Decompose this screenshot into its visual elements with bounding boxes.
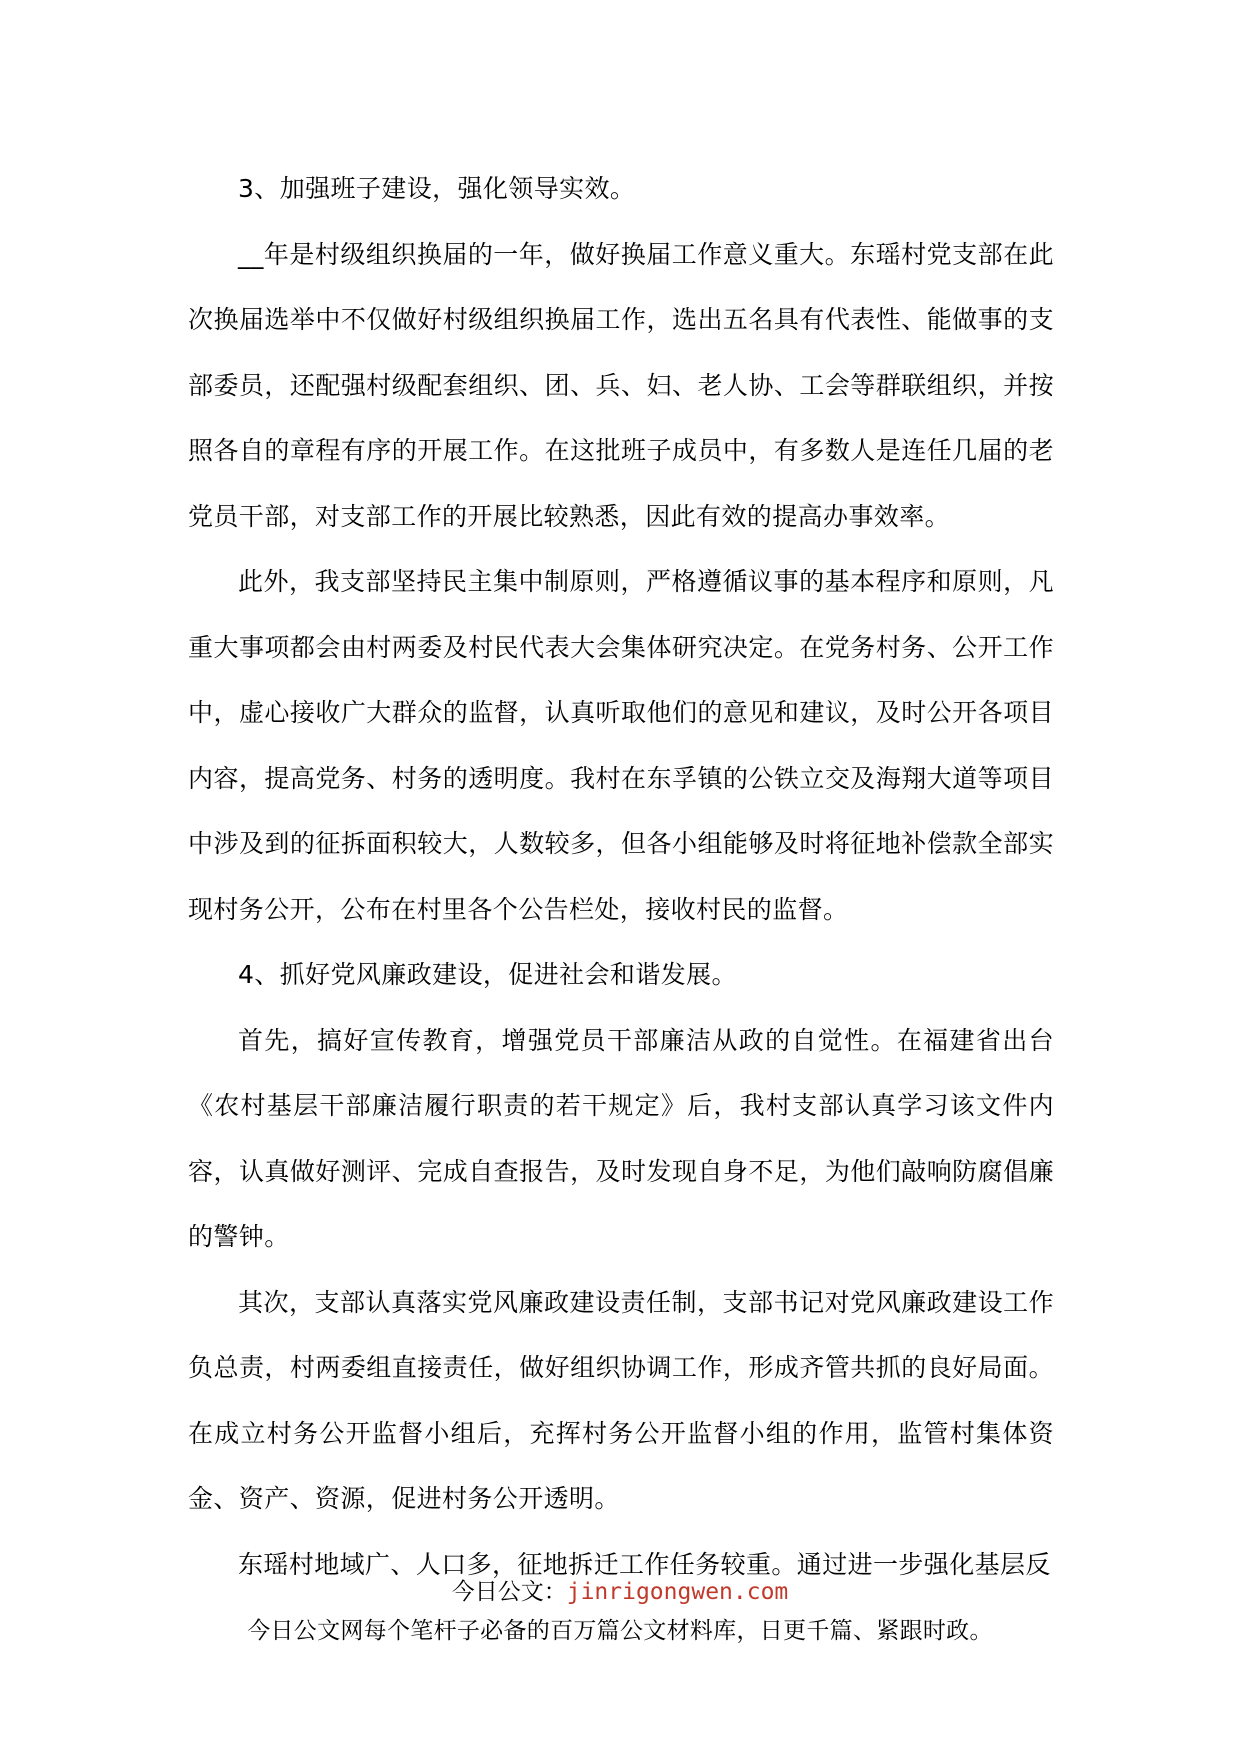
footer-url-link[interactable]: jinrigongwen.com bbox=[566, 1579, 789, 1605]
paragraph-democracy: 此外，我支部坚持民主集中制原则，严格遵循议事的基本程序和原则，凡重大事项都会由村两委及村民代表大会集体研究决定。在党务村务、公开工作中，虚心接收广大群众的监督，认真听取他们的意见和建议，及时公开各项目内容，提高党务、村务的透明度。我村在东孚镇的公铁立交及海翔大道等项目中涉及到的征拆面积较大，人数较多，但各小组能够及时将征地补偿款全部实现村务公开，公布在村里各个公告栏处，接收村民的监督。 bbox=[188, 567, 1054, 924]
paragraph-responsibility: 其次，支部认真落实党风廉政建设责任制，支部书记对党风廉政建设工作负总责，村两委组直接责任，做好组织协调工作，形成齐管共抓的良好局面。在成立村务公开监督小组后，充挥村务公开监督小组的作用，监管村集体资金、资产、资源，促进村务公开透明。 bbox=[188, 1287, 1054, 1513]
paragraph-land: 东瑶村地域广、人口多，征地拆迁工作任务较重。通过进一步强化基层反 bbox=[238, 1549, 1051, 1579]
document-body bbox=[188, 156, 1054, 1597]
paragraph-election: __年是村级组织换届的一年，做好换届工作意义重大。东瑶村党支部在此次换届选举中不仅做好村级组织换届工作，选出五名具有代表性、能做事的支部委员，还配强村级配套组织、团、兵、妇、老人协、工会等群联组织，并按照各自的章程有序的开展工作。在这批班子成员中，有多数人是连任几届的老党员干部，对支部工作的开展比较熟悉，因此有效的提高办事效率。 bbox=[188, 239, 1054, 531]
footer-label: 今日公文： bbox=[451, 1579, 567, 1605]
paragraph-education: 首先，搞好宣传教育，增强党员干部廉洁从政的自觉性。在福建省出台《农村基层干部廉洁履行职责的若干规定》后，我村支部认真学习该文件内容，认真做好测评、完成自查报告，及时发现自身不足，为他们敲响防腐倡廉的警钟。 bbox=[188, 1025, 1054, 1251]
section-heading-4: 4、抓好党风廉政建设，促进社会和谐发展。 bbox=[238, 960, 737, 989]
footer-source bbox=[0, 1575, 1240, 1609]
section-heading-3: 3、加强班子建设，强化领导实效。 bbox=[238, 174, 636, 203]
footer-slogan: 今日公文网每个笔杆子必备的百万篇公文材料库，日更千篇、紧跟时政。 bbox=[247, 1618, 993, 1644]
